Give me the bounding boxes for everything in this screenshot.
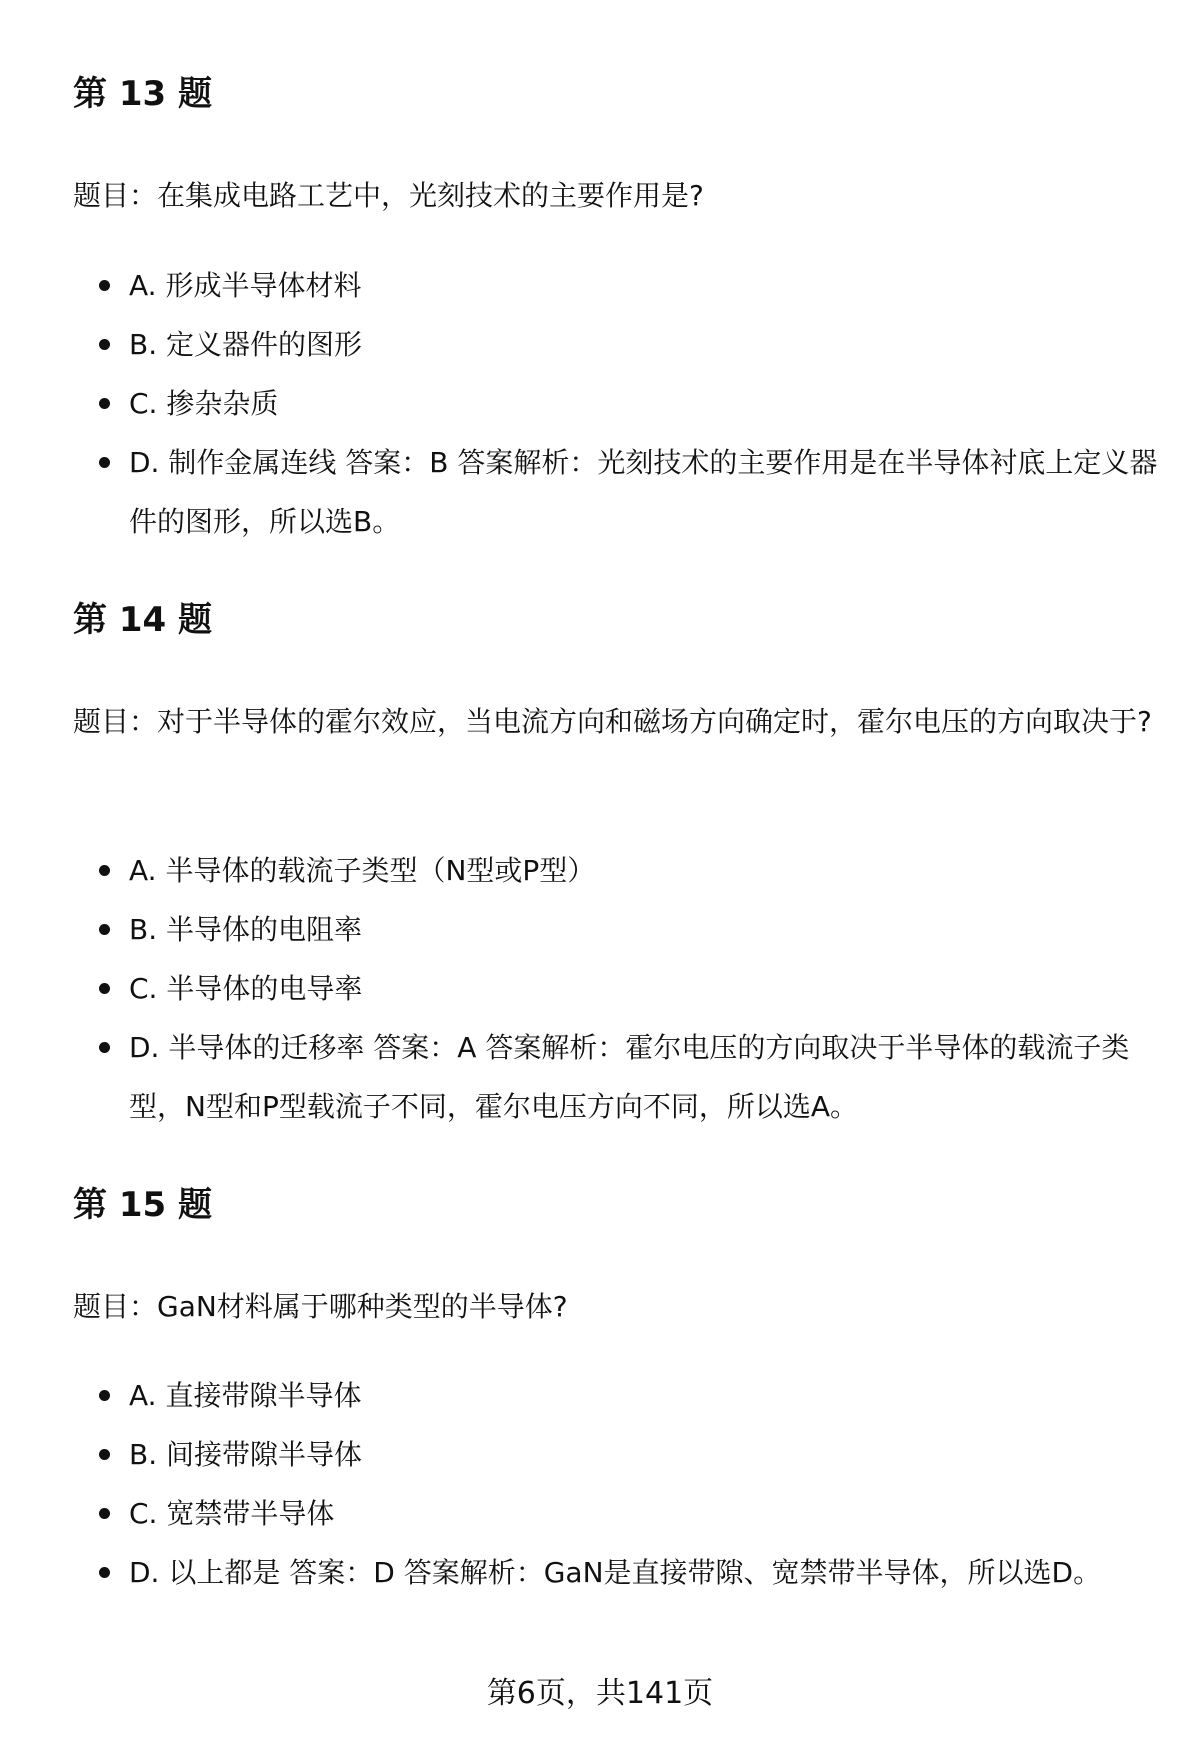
option-text: C. 宽禁带半导体	[129, 1497, 335, 1530]
bullet-icon	[99, 983, 110, 994]
option-b	[73, 1425, 1163, 1484]
option-text: A. 半导体的载流子类型（N型或P型）	[129, 854, 596, 887]
question-stem: 题目：在集成电路工艺中，光刻技术的主要作用是?	[73, 179, 704, 212]
option-text: B. 间接带隙半导体	[129, 1438, 363, 1471]
question-stem: 题目：对于半导体的霍尔效应，当电流方向和磁场方向确定时，霍尔电压的方向取决于?	[73, 705, 1152, 738]
option-list	[73, 841, 1163, 1136]
option-b	[73, 900, 1163, 959]
option-c	[73, 1484, 1163, 1543]
option-text: D. 半导体的迁移率 答案：A 答案解析：霍尔电压的方向取决于半导体的载流子类型，N型和P型载流子不同，霍尔电压方向不同，所以选A。	[129, 1031, 1130, 1123]
option-a	[73, 841, 1163, 900]
option-d-with-answer	[73, 1543, 1163, 1602]
option-text: A. 形成半导体材料	[129, 269, 362, 302]
option-text: B. 半导体的电阻率	[129, 913, 363, 946]
option-text: C. 半导体的电导率	[129, 972, 363, 1005]
option-c	[73, 374, 1163, 433]
option-a	[73, 1366, 1163, 1425]
option-text: A. 直接带隙半导体	[129, 1379, 362, 1412]
bullet-icon	[99, 865, 110, 876]
question-title: 第 15 题	[73, 1185, 212, 1225]
option-c	[73, 959, 1163, 1018]
option-a	[73, 256, 1163, 315]
option-b	[73, 315, 1163, 374]
bullet-icon	[99, 457, 110, 468]
question-stem: 题目：GaN材料属于哪种类型的半导体?	[73, 1290, 568, 1323]
bullet-icon	[99, 1390, 110, 1401]
option-d-with-answer	[73, 433, 1163, 551]
option-text: D. 制作金属连线 答案：B 答案解析：光刻技术的主要作用是在半导体衬底上定义器件的图形，所以选B。	[129, 446, 1158, 538]
page-number-footer: 第6页，共141页	[486, 1676, 714, 1711]
bullet-icon	[99, 398, 110, 409]
question-title: 第 13 题	[73, 74, 212, 114]
option-d-with-answer	[73, 1018, 1163, 1136]
bullet-icon	[99, 1042, 110, 1053]
option-list	[73, 1366, 1163, 1602]
bullet-icon	[99, 339, 110, 350]
option-text: C. 掺杂杂质	[129, 387, 279, 420]
bullet-icon	[99, 1449, 110, 1460]
bullet-icon	[99, 280, 110, 291]
option-text: D. 以上都是 答案：D 答案解析：GaN是直接带隙、宽禁带半导体，所以选D。	[129, 1556, 1102, 1589]
option-list	[73, 256, 1163, 551]
bullet-icon	[99, 1567, 110, 1578]
bullet-icon	[99, 1508, 110, 1519]
question-title: 第 14 题	[73, 600, 212, 640]
option-text: B. 定义器件的图形	[129, 328, 363, 361]
bullet-icon	[99, 924, 110, 935]
